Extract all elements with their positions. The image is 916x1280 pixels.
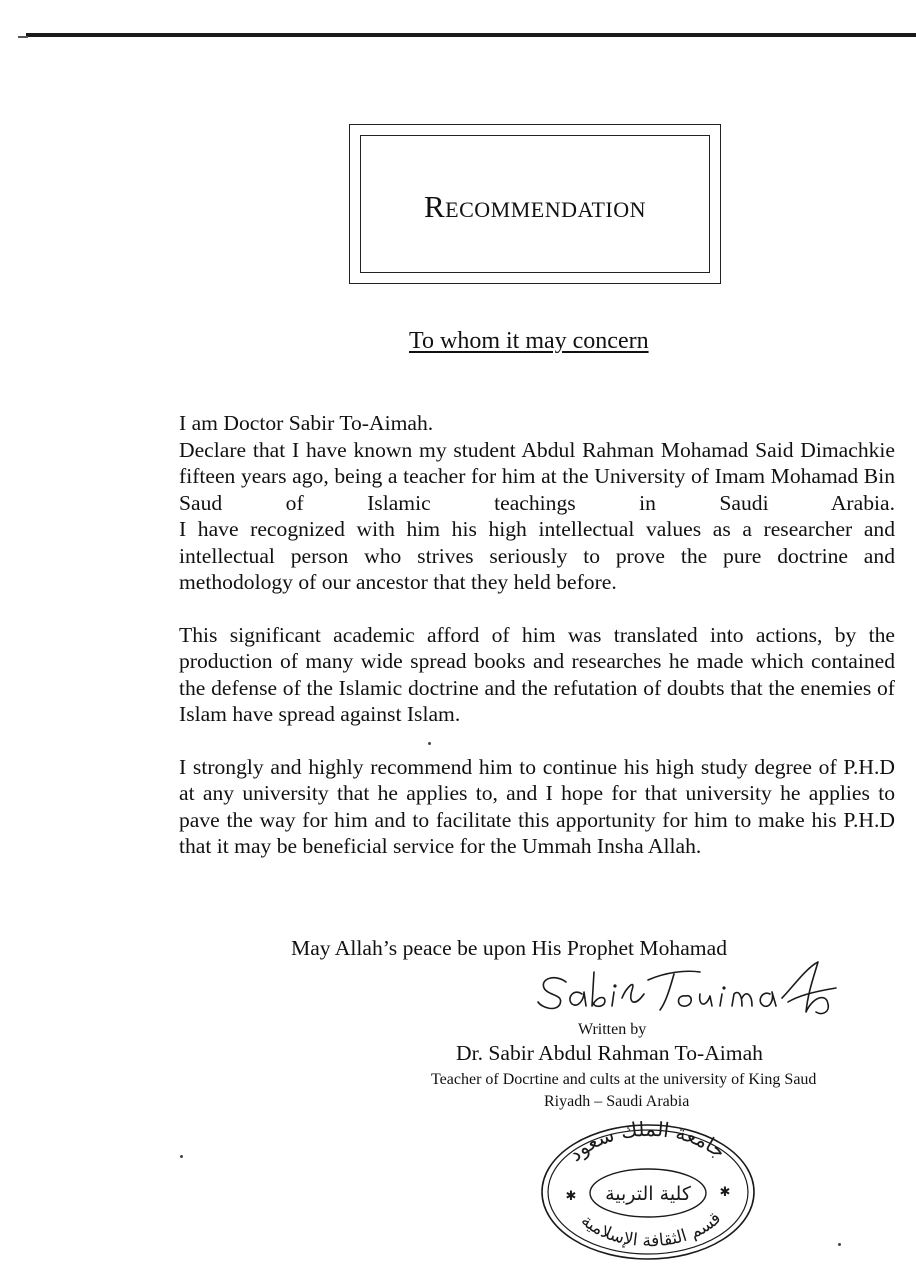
signer-title: Teacher of Docrtine and cults at the university of King Saud xyxy=(431,1071,817,1088)
title-box-inner xyxy=(360,135,710,273)
academic-effort-paragraph: This significant academic afford of him was translated into actions, by the production of many wide spread books and researches he made which contained the defense of the Islamic doctrine and the refutation of doubts that the enemies of Islam have spread against Islam. xyxy=(179,622,895,726)
declaration-sentence: Declare that I have known my student Abdul Rahman Mohamad Said Dimachkie fifteen years ago, being a teacher for him at the University of Imam Mohamad Bin Saud of Islamic teachings in Saudi Arabia. xyxy=(179,437,895,515)
letter-body xyxy=(179,410,895,860)
svg-text:✱: ✱ xyxy=(565,1189,577,1204)
recognition-sentence: I have recognized with him his high intellectual values as a researcher and intellectual person who strives seriously to prove the pure doctrine and methodology of our ancestor that they held before. xyxy=(179,517,895,594)
scan-speck xyxy=(838,1243,841,1246)
written-by-label: Written by xyxy=(578,1021,647,1038)
title-box xyxy=(349,124,721,284)
closing-line: May Allah’s peace be upon His Prophet Mohamad xyxy=(291,936,727,960)
scan-speck xyxy=(428,742,431,745)
top-border-rule-fragment xyxy=(18,36,28,38)
university-stamp xyxy=(539,1120,757,1262)
handwritten-signature xyxy=(536,958,846,1020)
signer-name: Dr. Sabir Abdul Rahman To-Aimah xyxy=(456,1041,763,1065)
recommendation-paragraph: I strongly and highly recommend him to continue his high study degree of P.H.D at any university that he applies to, and I hope for that university he applies to pave the way for him and to facilitate this apportunity for him to make his P.H.D that it may be beneficial service for the Ummah Insha Allah. xyxy=(179,754,895,858)
intro-line: I am Doctor Sabir To-Aimah. xyxy=(179,411,434,435)
signer-location: Riyadh – Saudi Arabia xyxy=(544,1093,690,1110)
document-title: Recommendation xyxy=(423,189,646,224)
svg-text:✱: ✱ xyxy=(719,1185,731,1200)
svg-text:كلية التربية: كلية التربية xyxy=(605,1183,691,1205)
svg-text:جامعة الملك سعود: جامعة الملك سعود xyxy=(563,1120,731,1166)
scan-speck xyxy=(180,1155,183,1158)
top-border-rule xyxy=(26,33,916,37)
svg-text:قسم الثقافة الإسلامية: قسم الثقافة الإسلامية xyxy=(576,1208,726,1252)
salutation: To whom it may concern xyxy=(409,328,649,354)
